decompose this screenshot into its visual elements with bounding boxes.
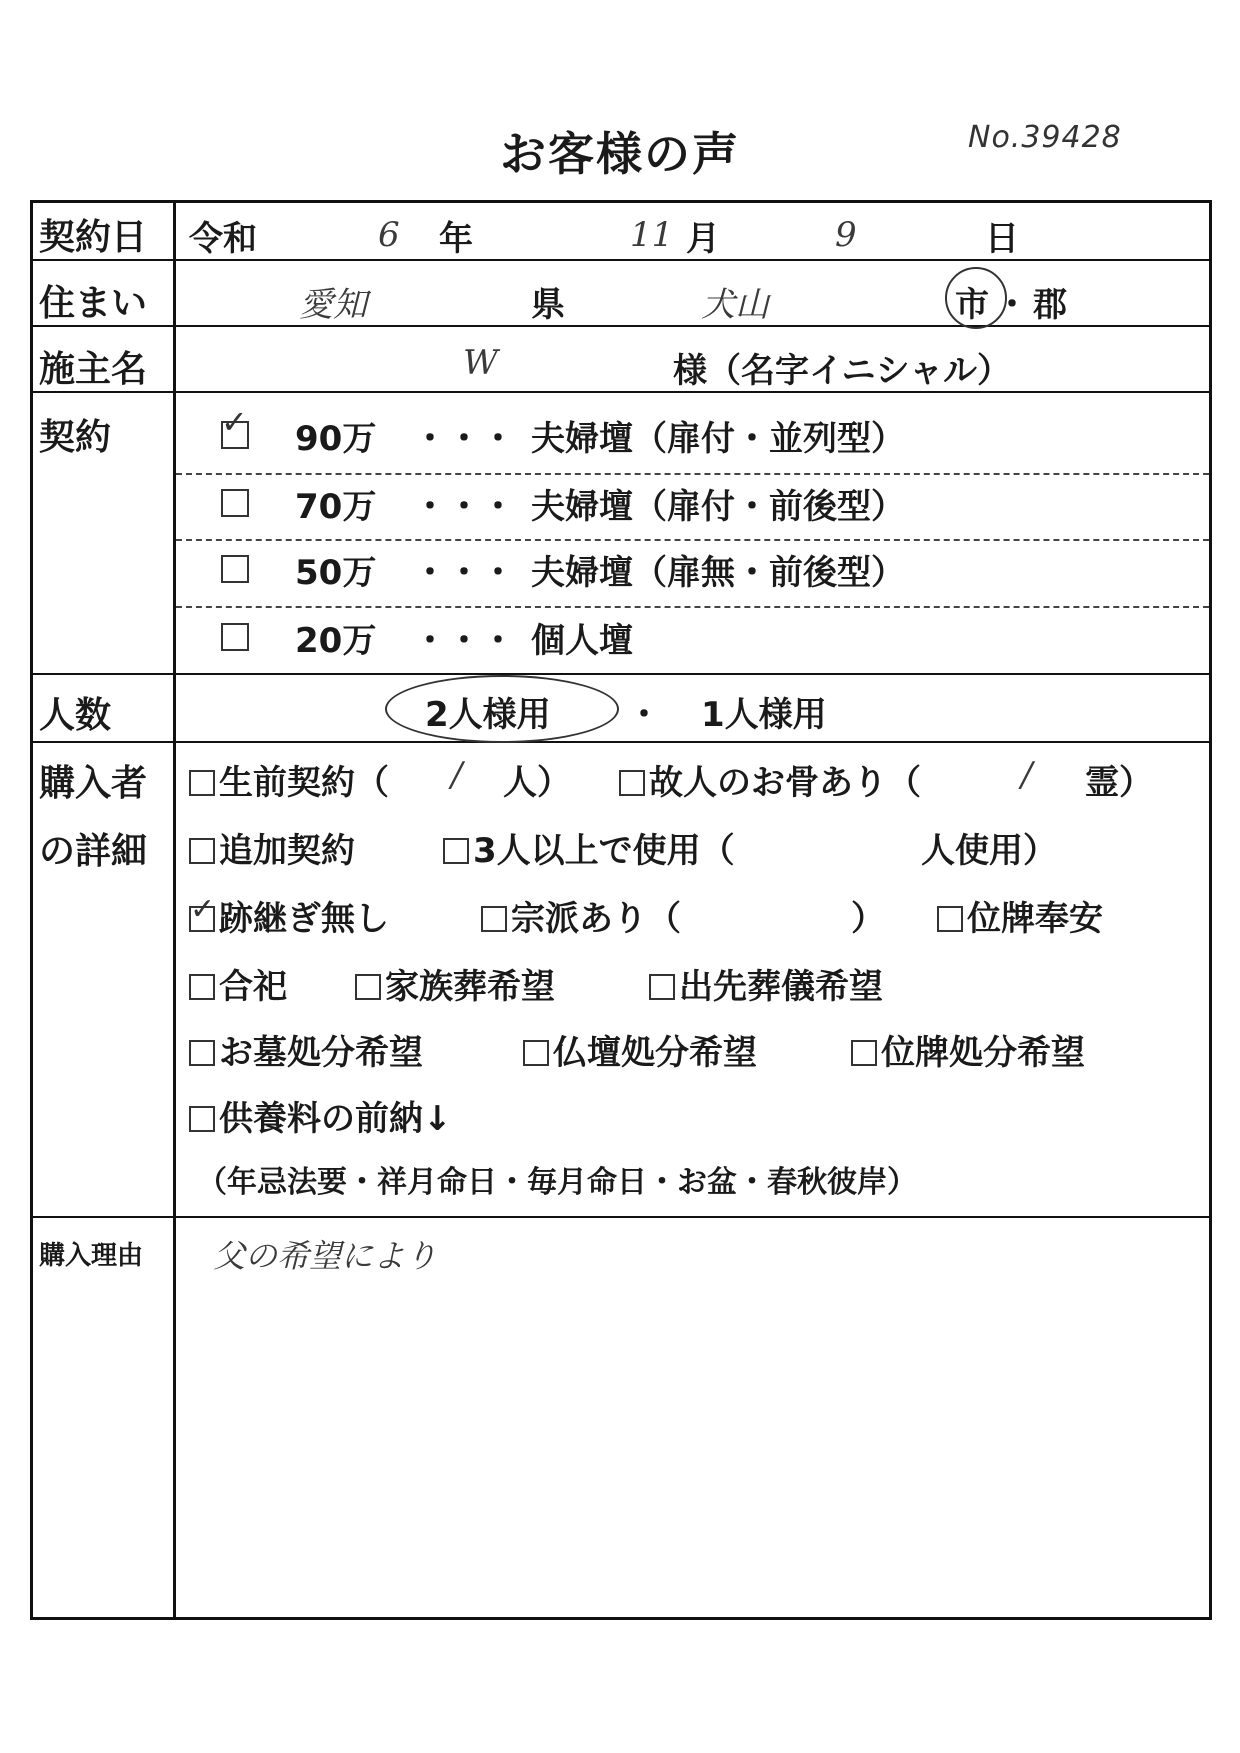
plan-90-checkbox[interactable] <box>221 403 249 449</box>
plan-dots: ・・・ <box>413 487 515 527</box>
remote-funeral-option[interactable] <box>649 959 883 1008</box>
sect-option[interactable] <box>481 891 681 940</box>
reason-value[interactable]: 父の希望により <box>213 1237 438 1275</box>
checkmark-icon: ✓ <box>190 892 216 927</box>
row-divider <box>33 1216 1209 1218</box>
row-divider <box>33 673 1209 675</box>
contract-year-value[interactable]: 6 <box>378 215 400 255</box>
sect-checkbox[interactable] <box>481 906 507 932</box>
plan-dots: ・・・ <box>413 419 515 459</box>
plan-50-checkbox[interactable] <box>221 555 249 583</box>
tablet-disposal-label: 位牌処分希望 <box>881 1033 1085 1073</box>
owner-initial-value[interactable]: W <box>463 343 498 383</box>
three-plus-unit: 人使用） <box>921 831 1057 871</box>
plan-divider <box>176 606 1209 608</box>
contract-day-value[interactable]: 9 <box>835 215 857 255</box>
plan-description: 夫婦壇（扉無・前後型） <box>531 553 905 593</box>
plan-price: 20万 <box>295 621 377 661</box>
pre-contract-label: 生前契約（ <box>219 763 389 803</box>
address-label: 住まい <box>39 283 148 324</box>
contract-date-label: 契約日 <box>39 217 148 258</box>
day-unit: 日 <box>985 219 1019 259</box>
family-funeral-option[interactable] <box>355 959 555 1008</box>
pre-contract-count[interactable]: / <box>451 755 463 795</box>
family-funeral-checkbox[interactable] <box>355 974 381 1000</box>
additional-contract-checkbox[interactable] <box>189 838 215 864</box>
plan-price: 50万 <box>295 553 377 593</box>
people-option-two[interactable]: 2人様用 <box>425 695 551 735</box>
prepay-option[interactable] <box>189 1091 452 1140</box>
tablet-disposal-option[interactable] <box>851 1025 1085 1074</box>
pre-contract-checkbox[interactable] <box>189 770 215 796</box>
plan-description: 夫婦壇（扉付・前後型） <box>531 487 905 527</box>
era-label: 令和 <box>189 219 257 259</box>
joint-burial-label: 合祀 <box>219 967 287 1007</box>
plan-label: 契約 <box>39 417 112 458</box>
label-column-divider <box>173 203 176 1617</box>
people-separator: ・ <box>627 695 661 735</box>
checkmark-icon: ✓ <box>221 403 248 441</box>
city-value[interactable]: 犬山 <box>701 285 769 325</box>
no-successor-checkbox[interactable] <box>189 892 216 932</box>
row-divider <box>33 741 1209 743</box>
deceased-bones-checkbox[interactable] <box>619 770 645 796</box>
pre-contract-unit: 人） <box>503 763 571 803</box>
deceased-count[interactable]: / <box>1021 755 1033 795</box>
additional-contract-option[interactable] <box>189 823 355 872</box>
plan-description: 夫婦壇（扉付・並列型） <box>531 419 905 459</box>
sect-label: 宗派あり（ <box>511 899 681 939</box>
form-title: お客様の声 <box>500 127 740 181</box>
altar-disposal-option[interactable] <box>523 1025 757 1074</box>
altar-disposal-checkbox[interactable] <box>523 1040 549 1066</box>
three-plus-label: 3人以上で使用（ <box>473 831 735 871</box>
additional-contract-label: 追加契約 <box>219 831 355 871</box>
survey-form <box>30 200 1212 1620</box>
plan-20-checkbox[interactable] <box>221 623 249 651</box>
altar-disposal-label: 仏壇処分希望 <box>553 1033 757 1073</box>
three-plus-checkbox[interactable] <box>443 838 469 864</box>
sect-close: ） <box>851 899 885 939</box>
plan-dots: ・・・ <box>413 553 515 593</box>
people-label: 人数 <box>39 695 112 736</box>
county-unit: 郡 <box>1033 285 1067 325</box>
prefecture-value[interactable]: 愛知 <box>299 285 367 325</box>
prepay-checkbox[interactable] <box>189 1106 215 1132</box>
no-successor-label: 跡継ぎ無し <box>219 899 389 939</box>
prepay-label: 供養料の前納↓ <box>219 1099 452 1139</box>
details-label-line1: 購入者 <box>39 763 148 804</box>
joint-burial-option[interactable] <box>189 959 287 1008</box>
plan-description: 個人壇 <box>531 621 633 661</box>
three-plus-option[interactable] <box>443 823 735 872</box>
pre-contract-option[interactable] <box>189 755 389 804</box>
plan-70-checkbox[interactable] <box>221 489 249 517</box>
plan-divider <box>176 473 1209 475</box>
plan-price: 90万 <box>295 419 377 459</box>
plan-dots: ・・・ <box>413 621 515 661</box>
tablet-disposal-checkbox[interactable] <box>851 1040 877 1066</box>
prefecture-unit: 県 <box>531 285 565 325</box>
tablet-enshrine-option[interactable] <box>937 891 1103 940</box>
prepay-note: （年忌法要・祥月命日・毎月命日・お盆・春秋彼岸） <box>197 1165 917 1200</box>
tablet-enshrine-label: 位牌奉安 <box>967 899 1103 939</box>
plan-divider <box>176 539 1209 541</box>
grave-disposal-option[interactable] <box>189 1025 423 1074</box>
plan-price: 70万 <box>295 487 377 527</box>
details-label-line2: の詳細 <box>39 831 148 872</box>
contract-month-value[interactable]: 11 <box>630 215 674 255</box>
deceased-bones-option[interactable] <box>619 755 921 804</box>
remote-funeral-checkbox[interactable] <box>649 974 675 1000</box>
year-unit: 年 <box>439 219 473 259</box>
serial-number: No.39428 <box>968 120 1122 155</box>
people-option-one[interactable]: 1人様用 <box>701 695 827 735</box>
remote-funeral-label: 出先葬儀希望 <box>679 967 883 1007</box>
city-unit: 市 <box>955 285 989 325</box>
joint-burial-checkbox[interactable] <box>189 974 215 1000</box>
grave-disposal-checkbox[interactable] <box>189 1040 215 1066</box>
family-funeral-label: 家族葬希望 <box>385 967 555 1007</box>
deceased-bones-label: 故人のお骨あり（ <box>649 763 921 803</box>
address-separator: ・ <box>995 285 1029 325</box>
month-unit: 月 <box>686 219 720 259</box>
tablet-enshrine-checkbox[interactable] <box>937 906 963 932</box>
grave-disposal-label: お墓処分希望 <box>219 1033 423 1073</box>
owner-suffix: 様（名字イニシャル） <box>673 351 1011 391</box>
no-successor-option[interactable] <box>189 891 389 940</box>
owner-label: 施主名 <box>39 349 148 390</box>
deceased-unit: 霊） <box>1085 763 1153 803</box>
row-divider <box>33 391 1209 393</box>
reason-label: 購入理由 <box>39 1241 144 1271</box>
